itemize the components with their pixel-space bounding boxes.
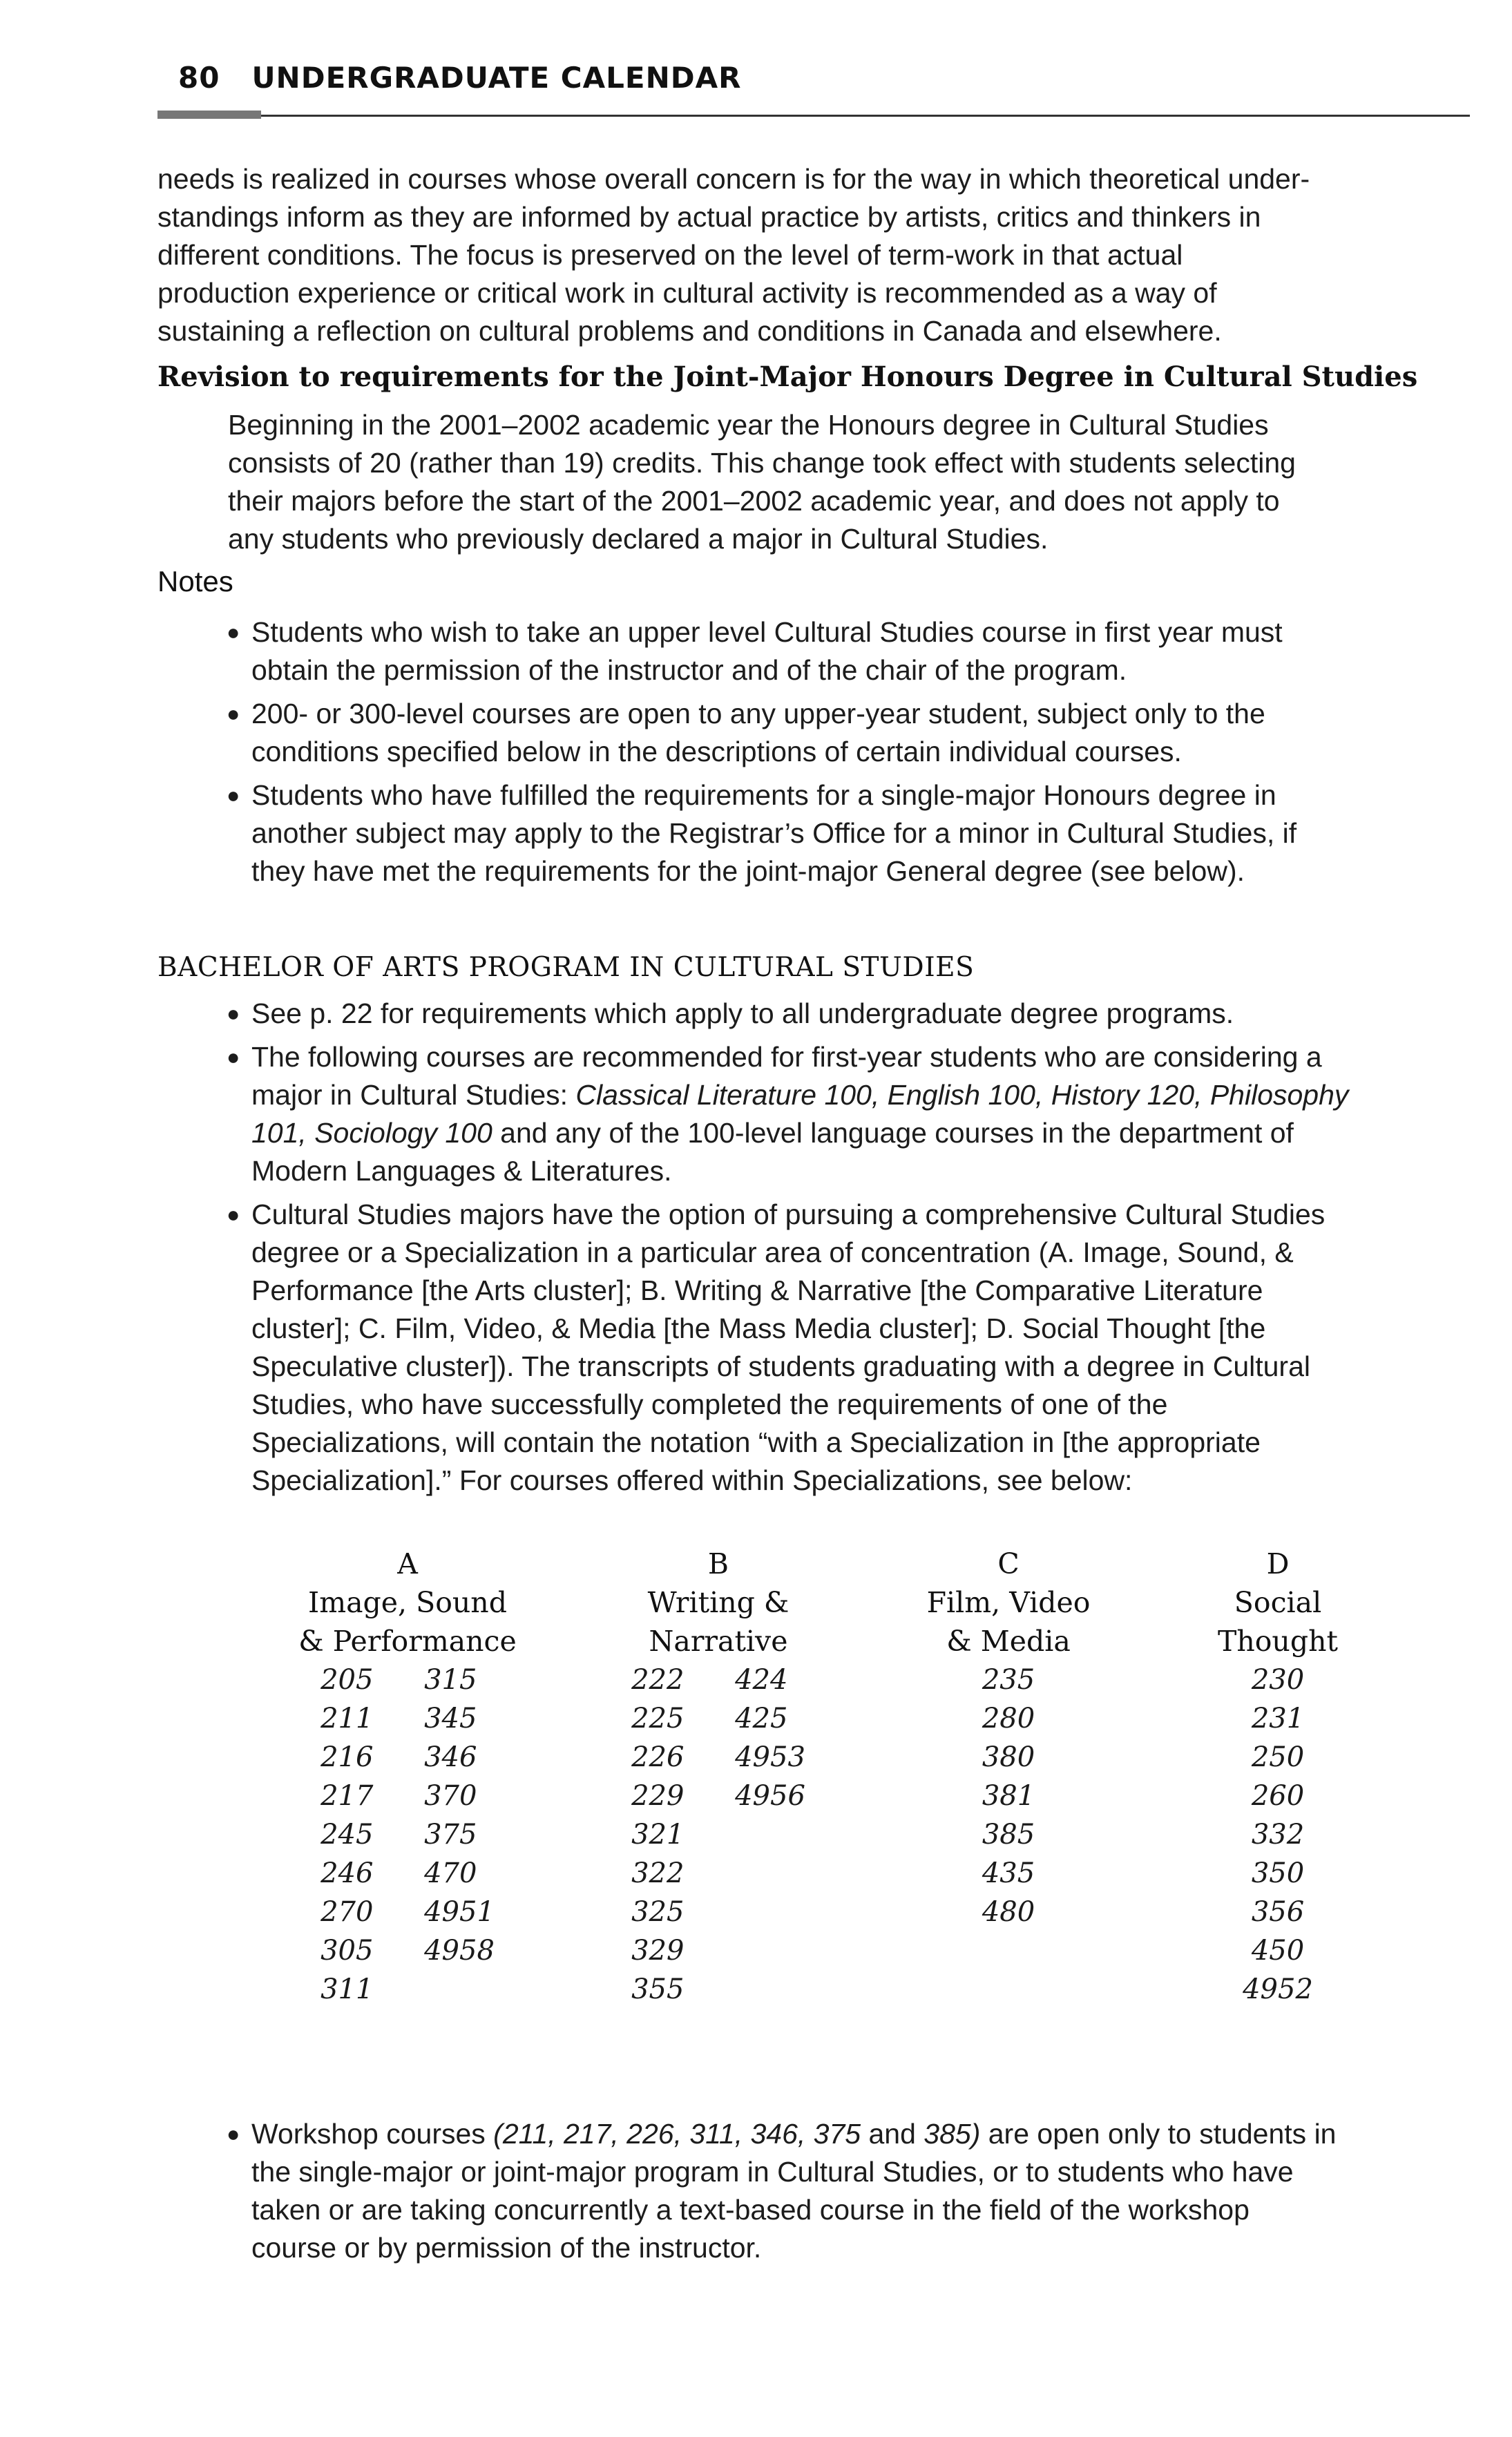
text-line: standings inform as they are informed by actual practice by artists, critics and thinkers in bbox=[157, 201, 1261, 233]
bullet-icon: ● bbox=[227, 1001, 240, 1026]
course-number: 250 bbox=[1251, 1741, 1305, 1773]
course-subcolumn bbox=[735, 1661, 805, 2009]
course-number: 321 bbox=[631, 1819, 685, 1851]
text-line: See p. 22 for requirements which apply to all undergraduate degree programs. bbox=[251, 997, 1234, 1029]
course-number: 225 bbox=[631, 1703, 685, 1734]
text-span: and any of the 100-level language courses in the department of bbox=[492, 1117, 1294, 1149]
text-line: Specializations, will contain the notation “with a Specialization in [the appropriate bbox=[251, 1426, 1261, 1458]
course-number: 480 bbox=[982, 1896, 1035, 1928]
bullet-icon: ● bbox=[227, 1044, 240, 1069]
text-line: their majors before the start of the 2001–2002 academic year, and does not apply to bbox=[228, 485, 1280, 517]
course-number-list bbox=[615, 1661, 822, 2009]
course-number: 260 bbox=[1251, 1780, 1305, 1812]
text-line: The following courses are recommended for first-year students who are considering a bbox=[251, 1041, 1322, 1073]
course-number: 4956 bbox=[735, 1780, 805, 1812]
list-item bbox=[227, 776, 1442, 890]
bullet-icon: ● bbox=[227, 1202, 240, 1227]
course-number: 245 bbox=[320, 1819, 374, 1851]
column-title-line: Image, Sound bbox=[308, 1586, 507, 1619]
list-item bbox=[227, 2115, 1456, 2267]
text-line: production experience or critical work in cultural activity is recommended as a way of bbox=[157, 277, 1217, 309]
course-number: 322 bbox=[631, 1857, 685, 1889]
specialization-table bbox=[290, 1545, 1395, 2056]
course-number: 270 bbox=[320, 1896, 374, 1928]
course-number: 205 bbox=[320, 1664, 374, 1696]
course-list-italic: 101, Sociology 100 bbox=[251, 1117, 492, 1149]
column-letter: B bbox=[707, 1547, 729, 1580]
text-line: another subject may apply to the Registrar’s Office for a minor in Cultural Studies, if bbox=[251, 817, 1297, 849]
course-number-list bbox=[1181, 1661, 1375, 2009]
text-line bbox=[251, 1076, 1456, 1114]
text-line: Speculative cluster]). The transcripts of students graduating with a degree in Cultural bbox=[251, 1350, 1310, 1382]
list-item bbox=[227, 1196, 1456, 1500]
specialization-column-d bbox=[1181, 1545, 1375, 2009]
text-line: taken or are taking concurrently a text-based course in the field of the workshop bbox=[251, 2194, 1250, 2226]
running-title: UNDERGRADUATE CALENDAR bbox=[251, 61, 742, 95]
text-line: Studies, who have successfully completed the requirements of one of the bbox=[251, 1388, 1168, 1420]
notes-heading: Notes bbox=[157, 565, 233, 598]
text-line: conditions specified below in the descriptions of certain individual courses. bbox=[251, 736, 1182, 767]
column-title-line: & Media bbox=[946, 1625, 1071, 1658]
text-line: Specialization].” For courses offered within Specializations, see below: bbox=[251, 1464, 1133, 1496]
course-number: 332 bbox=[1251, 1819, 1305, 1851]
bullet-icon: ● bbox=[227, 2121, 240, 2146]
revision-paragraph bbox=[228, 406, 1444, 558]
course-number: 4951 bbox=[424, 1896, 495, 1928]
course-subcolumn bbox=[631, 1661, 693, 2009]
course-number: 4958 bbox=[424, 1935, 495, 1967]
bullet-icon: ● bbox=[227, 620, 240, 644]
text-line: obtain the permission of the instructor and of the chair of the program. bbox=[251, 654, 1127, 686]
text-line: Cultural Studies majors have the option of pursuing a comprehensive Cultural Studies bbox=[251, 1198, 1326, 1230]
course-number: 435 bbox=[982, 1857, 1035, 1889]
course-number: 470 bbox=[424, 1857, 477, 1889]
course-number: 246 bbox=[320, 1857, 374, 1889]
specialization-column-b bbox=[615, 1545, 822, 2009]
course-number: 315 bbox=[424, 1664, 477, 1696]
list-item bbox=[227, 995, 1456, 1033]
course-number: 311 bbox=[320, 1974, 374, 2005]
course-number-list bbox=[898, 1661, 1119, 1931]
course-number: 231 bbox=[1251, 1703, 1305, 1734]
bullet-icon: ● bbox=[227, 701, 240, 726]
text-span: and bbox=[861, 2118, 924, 2150]
revision-heading: Revision to requirements for the Joint-Major Honours Degree in Cultural Studies bbox=[157, 361, 1418, 393]
text-line: they have met the requirements for the joint-major General degree (see below). bbox=[251, 855, 1245, 887]
course-number: 380 bbox=[982, 1741, 1035, 1773]
ba-program-list bbox=[227, 995, 1456, 1505]
course-number-list bbox=[290, 1661, 525, 2009]
course-number: 305 bbox=[320, 1935, 374, 1967]
text-line: degree or a Specialization in a particular area of concentration (A. Image, Sound, & bbox=[251, 1236, 1294, 1268]
course-number: 355 bbox=[631, 1974, 685, 2005]
running-header bbox=[178, 61, 741, 95]
text-line: 200- or 300-level courses are open to any upper-year student, subject only to the bbox=[251, 698, 1265, 729]
course-number: 4953 bbox=[735, 1741, 805, 1773]
course-number: 329 bbox=[631, 1935, 685, 1967]
header-bar-accent bbox=[157, 111, 261, 119]
specialization-column-c bbox=[898, 1545, 1119, 1931]
course-number: 346 bbox=[424, 1741, 477, 1773]
column-title-line: Narrative bbox=[649, 1625, 788, 1658]
course-number: 425 bbox=[735, 1703, 788, 1734]
intro-paragraph bbox=[157, 160, 1456, 350]
ba-program-heading: BACHELOR OF ARTS PROGRAM IN CULTURAL STUDIES bbox=[157, 952, 975, 983]
list-item bbox=[227, 1038, 1456, 1190]
course-number: 325 bbox=[631, 1896, 685, 1928]
course-number: 356 bbox=[1251, 1896, 1305, 1928]
course-list-italic: (211, 217, 226, 311, 346, 375 bbox=[493, 2118, 861, 2150]
course-number: 222 bbox=[631, 1664, 685, 1696]
column-title-line: Thought bbox=[1218, 1625, 1338, 1658]
column-letter: C bbox=[997, 1547, 1020, 1580]
notes-list bbox=[227, 613, 1442, 896]
course-number: 350 bbox=[1251, 1857, 1305, 1889]
text-line: sustaining a reflection on cultural problems and conditions in Canada and elsewhere. bbox=[157, 315, 1222, 347]
text-span: major in Cultural Studies: bbox=[251, 1079, 576, 1111]
text-line: Students who have fulfilled the requirements for a single-major Honours degree in bbox=[251, 779, 1276, 811]
column-title-line: Writing & bbox=[647, 1586, 790, 1619]
course-list-italic: 385) bbox=[924, 2118, 981, 2150]
workshop-note bbox=[227, 2115, 1456, 2273]
specialization-column-a bbox=[290, 1545, 525, 2009]
course-number: 280 bbox=[982, 1703, 1035, 1734]
course-number: 424 bbox=[735, 1664, 788, 1696]
text-line: needs is realized in courses whose overall concern is for the way in which theoretical under- bbox=[157, 163, 1310, 195]
page-number: 80 bbox=[178, 61, 220, 95]
column-title-line: Film, Video bbox=[926, 1586, 1091, 1619]
course-number: 370 bbox=[424, 1780, 477, 1812]
bullet-icon: ● bbox=[227, 783, 240, 807]
course-number: 375 bbox=[424, 1819, 477, 1851]
course-number: 450 bbox=[1251, 1935, 1305, 1967]
list-item bbox=[227, 695, 1442, 771]
course-number: 216 bbox=[320, 1741, 374, 1773]
text-line: consists of 20 (rather than 19) credits. This change took effect with students selecting bbox=[228, 447, 1296, 479]
course-number: 211 bbox=[320, 1703, 374, 1734]
text-line: any students who previously declared a major in Cultural Studies. bbox=[228, 523, 1049, 555]
text-span: Workshop courses bbox=[251, 2118, 494, 2150]
text-line bbox=[251, 2115, 1456, 2153]
text-line: Performance [the Arts cluster]; B. Writing & Narrative [the Comparative Literature bbox=[251, 1274, 1263, 1306]
header-rule bbox=[157, 115, 1470, 117]
text-line: different conditions. The focus is preserved on the level of term-work in that actual bbox=[157, 239, 1183, 271]
column-title-line: & Performance bbox=[298, 1625, 517, 1658]
course-number: 345 bbox=[424, 1703, 477, 1734]
column-title-line: Social bbox=[1234, 1586, 1322, 1619]
course-subcolumn bbox=[320, 1661, 383, 2009]
text-span: are open only to students in bbox=[980, 2118, 1337, 2150]
column-letter: D bbox=[1266, 1547, 1290, 1580]
text-line bbox=[251, 1114, 1456, 1152]
text-line: Beginning in the 2001–2002 academic year the Honours degree in Cultural Studies bbox=[228, 409, 1269, 441]
course-number: 226 bbox=[631, 1741, 685, 1773]
text-line: course or by permission of the instructor. bbox=[251, 2232, 762, 2264]
course-number: 381 bbox=[982, 1780, 1035, 1812]
course-number: 230 bbox=[1251, 1664, 1305, 1696]
course-subcolumn bbox=[424, 1661, 495, 2009]
text-line: Students who wish to take an upper level Cultural Studies course in first year must bbox=[251, 616, 1283, 648]
column-letter: A bbox=[397, 1547, 418, 1580]
text-line: the single-major or joint-major program in Cultural Studies, or to students who have bbox=[251, 2156, 1294, 2188]
course-number: 229 bbox=[631, 1780, 685, 1812]
course-list-italic: Classical Literature 100, English 100, History 120, Philosophy bbox=[575, 1079, 1349, 1111]
course-number: 385 bbox=[982, 1819, 1035, 1851]
course-number: 4952 bbox=[1243, 1974, 1313, 2005]
course-number: 217 bbox=[320, 1780, 374, 1812]
course-number: 235 bbox=[982, 1664, 1035, 1696]
text-line: cluster]; C. Film, Video, & Media [the Mass Media cluster]; D. Social Thought [the bbox=[251, 1312, 1266, 1344]
text-line: Modern Languages & Literatures. bbox=[251, 1155, 672, 1187]
list-item bbox=[227, 613, 1442, 689]
